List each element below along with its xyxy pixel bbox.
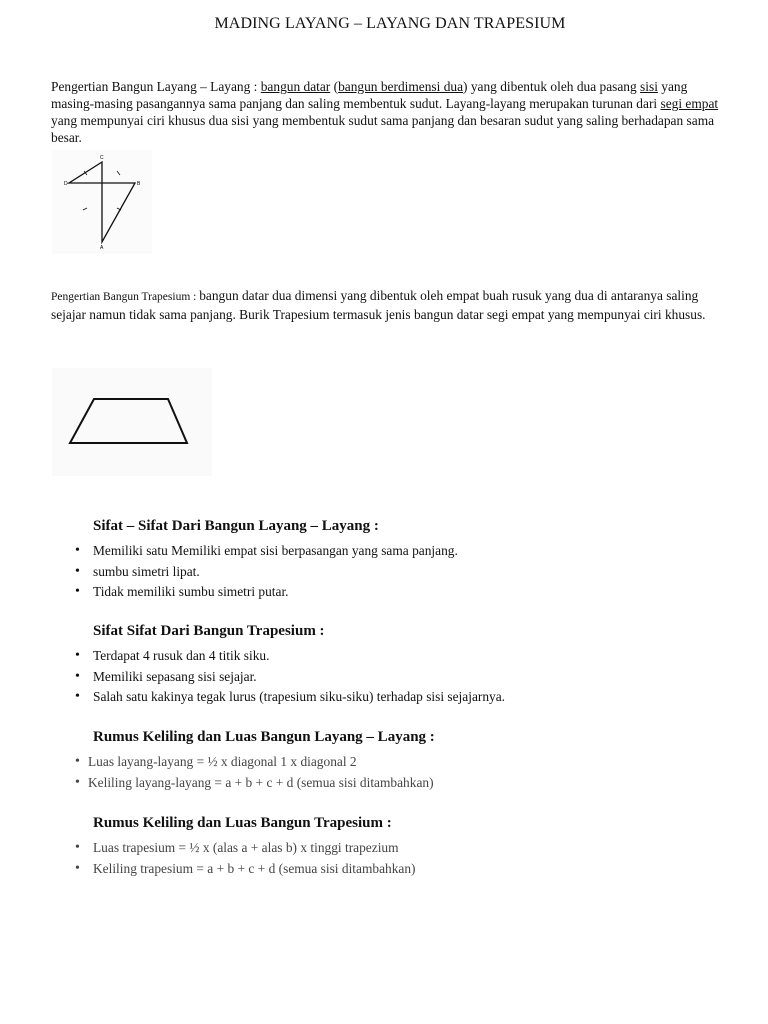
- list-item: • Tidak memiliki sumbu simetri putar.: [75, 582, 725, 603]
- list-item: • Keliling trapesium = a + b + c + d (semua sisi ditambahkan): [75, 859, 725, 880]
- kite-text-1: ) yang dibentuk oleh dua pasang: [463, 79, 641, 94]
- list-item: • Salah satu kakinya tegak lurus (trapesium siku-siku) terhadap sisi sejajarnya.: [75, 687, 725, 708]
- trapezium-definition-paragraph: [51, 287, 721, 323]
- list-item: • Luas trapesium = ½ x (alas a + alas b) x tinggi trapezium: [75, 838, 725, 859]
- list-item: • Terdapat 4 rusuk dan 4 titik siku.: [75, 646, 725, 667]
- kite-label-right: B: [137, 181, 141, 187]
- link-bangun-berdimensi-dua[interactable]: bangun berdimensi dua: [338, 79, 464, 94]
- kite-label-left: D: [64, 181, 68, 187]
- section-trapezium-formulas: [75, 814, 725, 879]
- list-item: • Memiliki sepasang sisi sejajar.: [75, 667, 725, 688]
- list-item: • Keliling layang-layang = a + b + c + d (semua sisi ditambahkan): [75, 773, 725, 794]
- list-item: • Luas layang-layang = ½ x diagonal 1 x diagonal 2: [75, 752, 725, 773]
- section-kite-formulas: [75, 728, 725, 793]
- kite-definition-lead: Pengertian Bangun Layang – Layang :: [51, 79, 261, 94]
- section-title: Rumus Keliling dan Luas Bangun Trapesium :: [93, 815, 392, 831]
- kite-definition-paragraph: [51, 78, 721, 146]
- kite-figure: [52, 150, 152, 254]
- kite-label-top: C: [100, 155, 104, 161]
- list-item: • sumbu simetri lipat.: [75, 562, 725, 583]
- trapezium-definition-text: bangun datar dua dimensi yang dibentuk oleh empat buah rusuk yang dua di antaranya saling sejajar namun tidak sama panjang. Burik Trapesium termasuk jenis bangun datar segi empat yang mempunyai ciri khusus.: [51, 288, 706, 322]
- kite-text-2: yang masing-masing pasangannya sama panjang dan saling membentuk sudut. Layang-layang merupakan turunan dari: [51, 79, 688, 111]
- link-bangun-datar[interactable]: bangun datar: [260, 79, 331, 94]
- section-title: Sifat – Sifat Dari Bangun Layang – Layang :: [93, 518, 379, 534]
- kite-text-3: yang mempunyai ciri khusus dua sisi yang membentuk sudut sama panjang dan besaran sudut yang saling berhadapan sama besar.: [51, 113, 715, 145]
- section-title: Rumus Keliling dan Luas Bangun Layang – Layang :: [93, 729, 435, 745]
- kite-paren-open: (: [330, 79, 339, 94]
- link-segi-empat[interactable]: segi empat: [660, 96, 719, 111]
- trapezium-figure: [52, 368, 212, 476]
- section-kite-properties: [75, 517, 725, 603]
- section-title: Sifat Sifat Dari Bangun Trapesium :: [93, 623, 325, 639]
- trapezium-definition-lead: Pengertian Bangun Trapesium :: [51, 291, 200, 303]
- page-title: MADING LAYANG – LAYANG DAN TRAPESIUM: [214, 15, 566, 32]
- kite-label-bottom: A: [100, 245, 104, 251]
- section-trapezium-properties: [75, 622, 725, 708]
- link-sisi[interactable]: sisi: [640, 79, 658, 94]
- list-item: • Memiliki satu Memiliki empat sisi berpasangan yang sama panjang.: [75, 541, 725, 562]
